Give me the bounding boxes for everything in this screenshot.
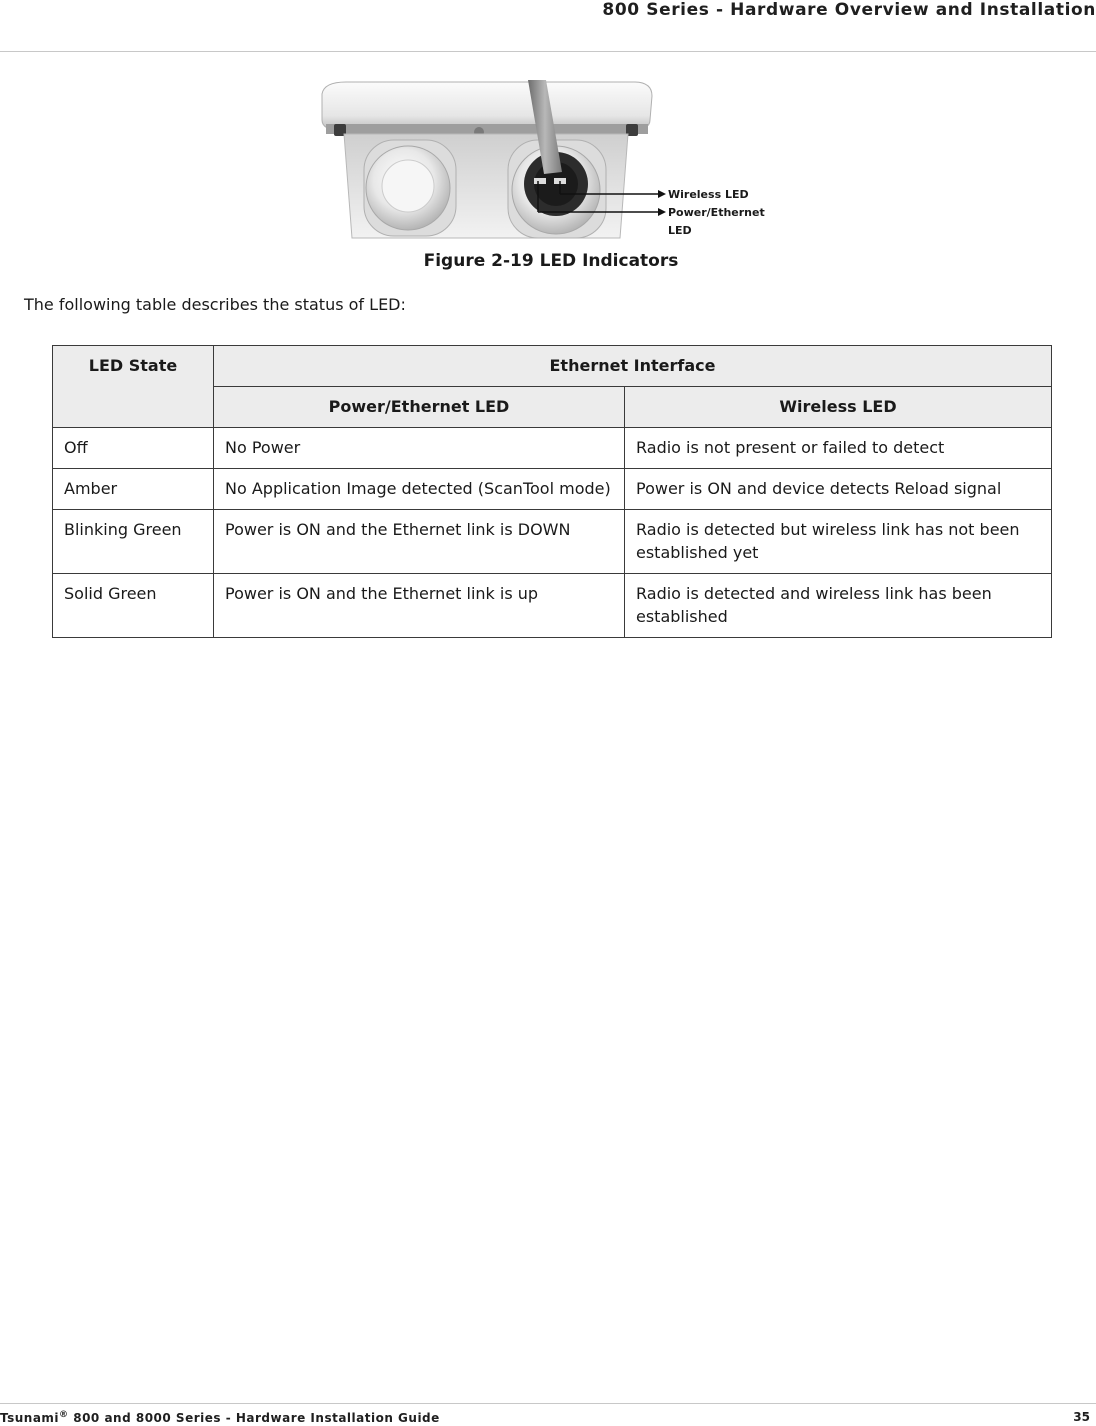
led-indicators-figure: [316, 80, 774, 242]
arrow-icon: [658, 190, 666, 198]
table-row: [53, 574, 1052, 638]
device-illustration: [316, 80, 774, 242]
led-state-cell: Off: [53, 428, 214, 469]
power-ethernet-cell: No Power: [214, 428, 625, 469]
table-row: [53, 510, 1052, 574]
power-ethernet-cell: Power is ON and the Ethernet link is up: [214, 574, 625, 638]
arrow-icon: [658, 208, 666, 216]
wireless-cell: Radio is detected and wireless link has been established: [625, 574, 1052, 638]
column-header-power-ethernet-led: Power/Ethernet LED: [214, 387, 625, 428]
column-header-ethernet-interface: Ethernet Interface: [214, 346, 1052, 387]
figure-caption: Figure 2-19 LED Indicators: [423, 251, 679, 271]
running-header: 800 Series - Hardware Overview and Installation: [602, 0, 1096, 20]
power-ethernet-led-callout-line1: Power/Ethernet: [668, 206, 765, 219]
table-header-row: [53, 346, 1052, 387]
header-rule: [0, 51, 1096, 52]
wireless-led-callout: Wireless LED: [668, 188, 749, 201]
footer-product-name: Tsunami: [0, 1411, 60, 1425]
power-ethernet-cell: Power is ON and the Ethernet link is DOWN: [214, 510, 625, 574]
wireless-cell: Radio is not present or failed to detect: [625, 428, 1052, 469]
led-state-cell: Amber: [53, 469, 214, 510]
power-ethernet-cell: No Application Image detected (ScanTool mode): [214, 469, 625, 510]
table-row: [53, 469, 1052, 510]
intro-paragraph: The following table describes the status of LED:: [24, 295, 406, 314]
led-state-cell: Solid Green: [53, 574, 214, 638]
led-status-table: [52, 345, 1052, 638]
wireless-cell: Radio is detected but wireless link has not been established yet: [625, 510, 1052, 574]
table-row: [53, 428, 1052, 469]
led-state-cell: Blinking Green: [53, 510, 214, 574]
page-number: 35: [1073, 1410, 1090, 1424]
power-ethernet-led-callout-line2: LED: [668, 224, 692, 237]
registered-mark: ®: [59, 1410, 69, 1420]
wireless-cell: Power is ON and device detects Reload signal: [625, 469, 1052, 510]
footer-guide-title: 800 and 8000 Series - Hardware Installation Guide: [68, 1411, 440, 1425]
column-header-led-state: LED State: [53, 346, 214, 428]
power-ethernet-led-icon: [534, 178, 546, 184]
running-footer: [0, 1410, 440, 1425]
column-header-wireless-led: Wireless LED: [625, 387, 1052, 428]
footer-rule: [0, 1403, 1096, 1404]
